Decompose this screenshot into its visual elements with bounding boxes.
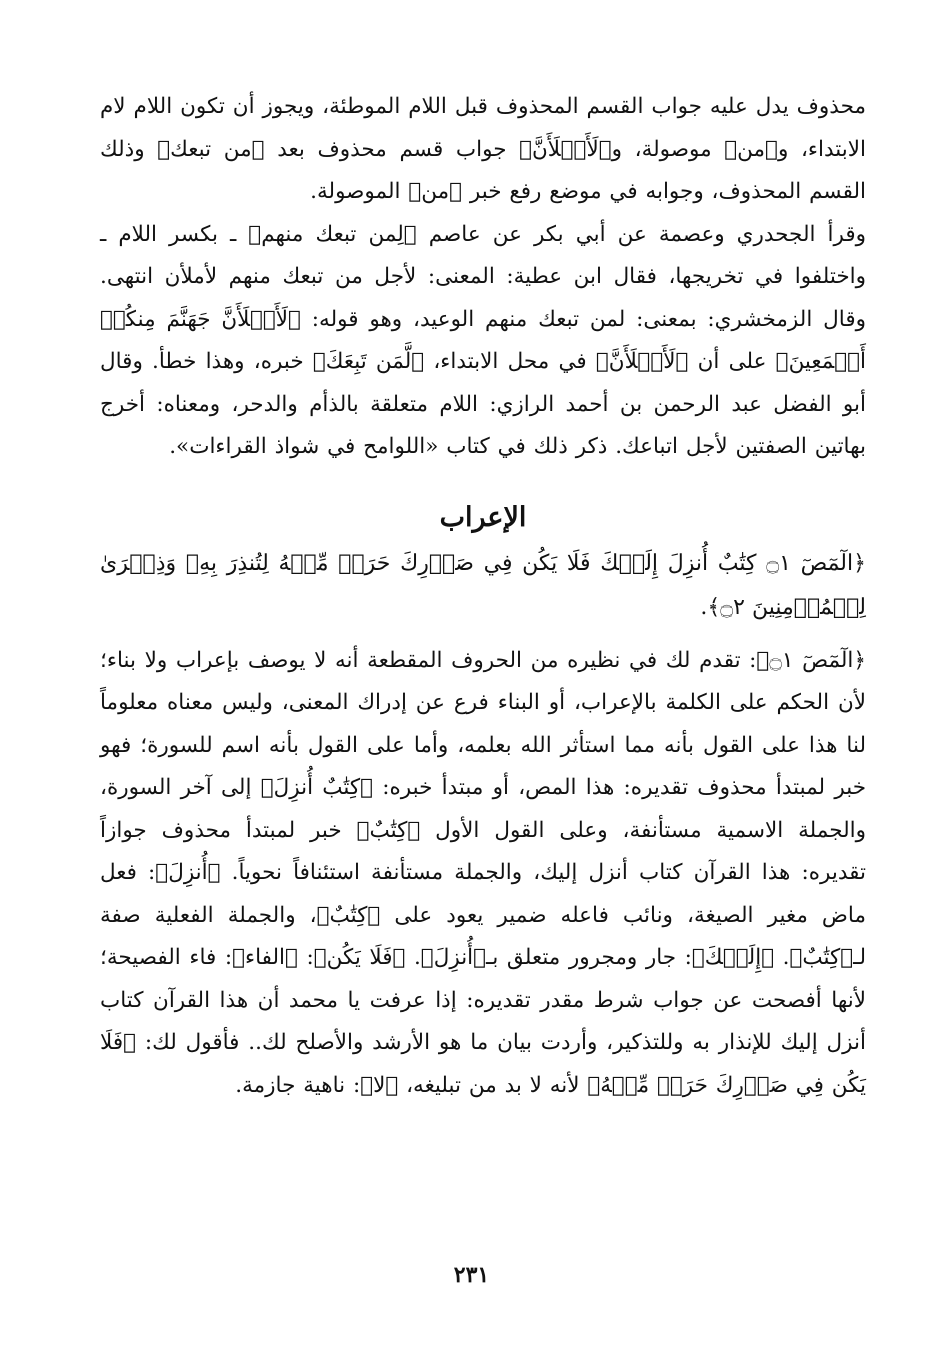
page-number: ٢٣١ (453, 1262, 490, 1288)
paragraph-continuation: محذوف يدل عليه جواب القسم المحذوف قبل اللام الموطئة، ويجوز أن تكون اللام لام الابتداء، و﴿من﴾ موصولة، و﴿لَأَمۡلَأَنَّ﴾ جواب قسم محذوف بعد ﴿من تبعك﴾ وذلك القسم المحذوف، وجوابه في موضع رفع خبر ﴿من﴾ الموصولة. (100, 94, 866, 204)
paragraph-irab-analysis: ﴿الٓمٓصٓ ۝١﴾: تقدم لك في نظيره من الحروف المقطعة أنه لا يوصف بإعراب ولا بناء؛ لأن الحكم على الكلمة بالإعراب، أو البناء فرع عن إدراك المعنى، وليس معناه معلوماً لنا هذا على القول بأنه مما استأثر الله بعلمه، وأما على القول بأنه اسم للسورة؛ فهو خبر لمبتدأ محذوف تقديره: هذا المص، أو مبتدأ خبره: ﴿كِتَٰبٌ أُنزِلَ﴾ إلى آخر السورة، والجملة الاسمية مستأنفة، وعلى القول الأول ﴿كِتَٰبٌ﴾ خبر لمبتدأ محذوف جوازاً تقديره: هذا القرآن كتاب أنزل إليك، والجملة مستأنفة استئنافاً نحوياً. ﴿أُنزِلَ﴾: فعل ماض مغير الصيغة، ونائب فاعله ضمير يعود على ﴿كِتَٰبٌ﴾، والجملة الفعلية صفة لـ﴿كِتَٰبٌ﴾. ﴿إِلَيۡكَ﴾: جار ومجرور متعلق بـ﴿أُنزِلَ﴾. ﴿فَلَا يَكُن﴾: ﴿الفاء﴾: فاء الفصيحة؛ لأنها أفصحت عن جواب شرط مقدر تقديره: إذا عرفت يا محمد أن هذا القرآن كتاب أنزل إليك للإنذار به وللتذكير، وأردت بيان ما هو الأرشد والأصلح لك.. فأقول لك: ﴿فَلَا يَكُن فِي صَدۡرِكَ حَرَجٞ مِّنۡهُ﴾ لأنه لا بد من تبليغه، ﴿لا﴾: ناهية جازمة. (100, 647, 866, 1098)
paragraph-readings: وقرأ الجحدري وعصمة عن أبي بكر عن عاصم ﴿لِمن تبعك منهم﴾ ـ بكسر اللام ـ واختلفوا في تخريجها، فقال ابن عطية: المعنى: لأجل من تبعك منهم لأملأن انتهى. وقال الزمخشري: بمعنى: لمن تبعك منهم الوعيد، وهو قوله: ﴿لَأَمۡلَأَنَّ جَهَنَّمَ مِنكُمۡ أَجۡمَعِينَ﴾ على أن ﴿لَأَمۡلَأَنَّ﴾ في محل الابتداء، ﴿لَّمَن تَبِعَكَ﴾ خبره، وهذا خطأ. وقال أبو الفضل عبد الرحمن بن أحمد الرازي: اللام متعلقة بالذأم والدحر، ومعناه: أخرج بهاتين الصفتين لأجل اتباعك. ذكر ذلك في كتاب «اللوامح في شواذ القراءات». (100, 221, 866, 459)
quran-verse: ﴿الٓمٓصٓ ۝١ كِتَٰبٌ أُنزِلَ إِلَيۡكَ فَلَا يَكُن فِي صَدۡرِكَ حَرَجٞ مِّنۡهُ لِتُنذِرَ بِهِۦ وَذِكۡرَىٰ لِلۡمُؤۡمِنِينَ ۝٢﴾. (100, 550, 866, 620)
page-body (100, 86, 866, 1107)
section-title-irab: الإعراب (439, 501, 527, 533)
